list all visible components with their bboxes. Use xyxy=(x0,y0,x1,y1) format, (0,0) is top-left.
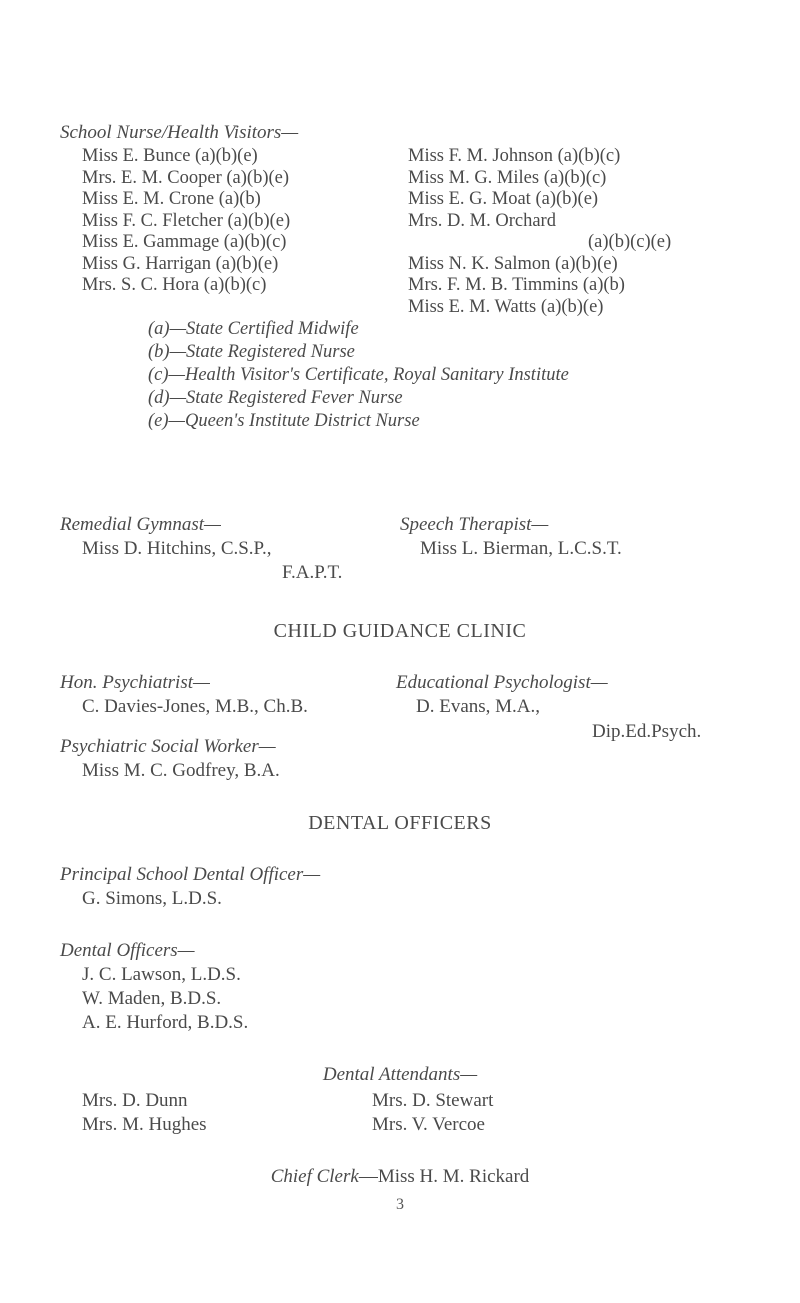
dental-officer-entry: W. Maden, B.D.S. xyxy=(82,988,222,1009)
page-number: 3 xyxy=(396,1196,404,1213)
social-worker-name: Miss M. C. Godfrey, B.A. xyxy=(82,760,280,781)
nurse-entry: Mrs. D. M. Orchard xyxy=(408,210,556,231)
nurse-entry: Miss E. Bunce (a)(b)(e) xyxy=(82,146,258,166)
nurse-entry: Mrs. F. M. B. Timmins (a)(b) xyxy=(408,275,625,295)
remedial-gymnast-heading: Remedial Gymnast— xyxy=(60,514,221,535)
qualification-legend xyxy=(148,318,569,433)
nurse-entry: Miss F. C. Fletcher (a)(b)(e) xyxy=(82,210,291,231)
legend-item: (a)—State Certified Midwife xyxy=(148,319,359,339)
chief-clerk-line xyxy=(0,1166,800,1188)
legend-item: (b)—State Registered Nurse xyxy=(148,342,355,362)
principal-dental-name: G. Simons, L.D.S. xyxy=(82,888,222,909)
psychologist-qualification: Dip.Ed.Psych. xyxy=(592,721,702,742)
psychiatrist-heading: Hon. Psychiatrist— xyxy=(60,672,210,693)
chief-clerk-label: Chief Clerk xyxy=(270,1166,359,1187)
child-guidance-title: CHILD GUIDANCE CLINIC xyxy=(273,620,527,642)
social-worker-heading: Psychiatric Social Worker— xyxy=(60,736,276,757)
nurses-right-column xyxy=(408,146,671,318)
dental-officer-entry: A. E. Hurford, B.D.S. xyxy=(82,1012,249,1033)
nurse-entry: Miss E. M. Watts (a)(b)(e) xyxy=(408,296,604,317)
dental-attendant-entry: Mrs. D. Stewart xyxy=(372,1090,494,1111)
nurse-entry: Miss G. Harrigan (a)(b)(e) xyxy=(82,253,279,274)
legend-item: (e)—Queen's Institute District Nurse xyxy=(148,411,420,431)
nurse-entry: Miss F. M. Johnson (a)(b)(c) xyxy=(408,146,621,166)
psychiatrist-name: C. Davies-Jones, M.B., Ch.B. xyxy=(82,696,308,717)
nurse-entry: Miss N. K. Salmon (a)(b)(e) xyxy=(408,253,618,274)
dental-attendants-heading: Dental Attendants— xyxy=(322,1064,478,1085)
nurse-entry: Miss M. G. Miles (a)(b)(c) xyxy=(408,167,607,188)
dental-attendant-entry: Mrs. M. Hughes xyxy=(82,1114,207,1135)
nurses-heading: School Nurse/Health Visitors— xyxy=(60,122,299,143)
nurse-entry: Mrs. E. M. Cooper (a)(b)(e) xyxy=(82,167,290,188)
speech-therapist-heading: Speech Therapist— xyxy=(400,514,549,535)
dental-attendant-entry: Mrs. D. Dunn xyxy=(82,1090,188,1111)
remedial-gymnast-name: Miss D. Hitchins, C.S.P., xyxy=(82,538,272,559)
dental-officers-title: DENTAL OFFICERS xyxy=(308,812,492,834)
nurse-entry: Miss E. M. Crone (a)(b) xyxy=(82,189,261,209)
speech-therapist-name: Miss L. Bierman, L.C.S.T. xyxy=(420,538,622,559)
principal-dental-heading: Principal School Dental Officer— xyxy=(60,864,321,885)
legend-item: (c)—Health Visitor's Certificate, Royal Sanitary Institute xyxy=(148,365,569,385)
chief-clerk-name: —Miss H. M. Rickard xyxy=(358,1166,530,1187)
legend-item: (d)—State Registered Fever Nurse xyxy=(148,388,403,408)
dental-officer-entry: J. C. Lawson, L.D.S. xyxy=(82,964,241,985)
psychologist-name: D. Evans, M.A., xyxy=(416,696,541,717)
nurses-left-column xyxy=(82,146,290,297)
nurse-entry: Miss E. Gammage (a)(b)(c) xyxy=(82,232,287,252)
remedial-gymnast-qualification: F.A.P.T. xyxy=(282,562,343,583)
nurse-entry: Mrs. S. C. Hora (a)(b)(c) xyxy=(82,275,267,295)
nurse-entry: (a)(b)(c)(e) xyxy=(588,232,672,252)
dental-officers-heading: Dental Officers— xyxy=(60,940,195,961)
psychologist-heading: Educational Psychologist— xyxy=(396,672,608,693)
nurse-entry: Miss E. G. Moat (a)(b)(e) xyxy=(408,189,599,209)
dental-attendant-entry: Mrs. V. Vercoe xyxy=(372,1114,485,1135)
